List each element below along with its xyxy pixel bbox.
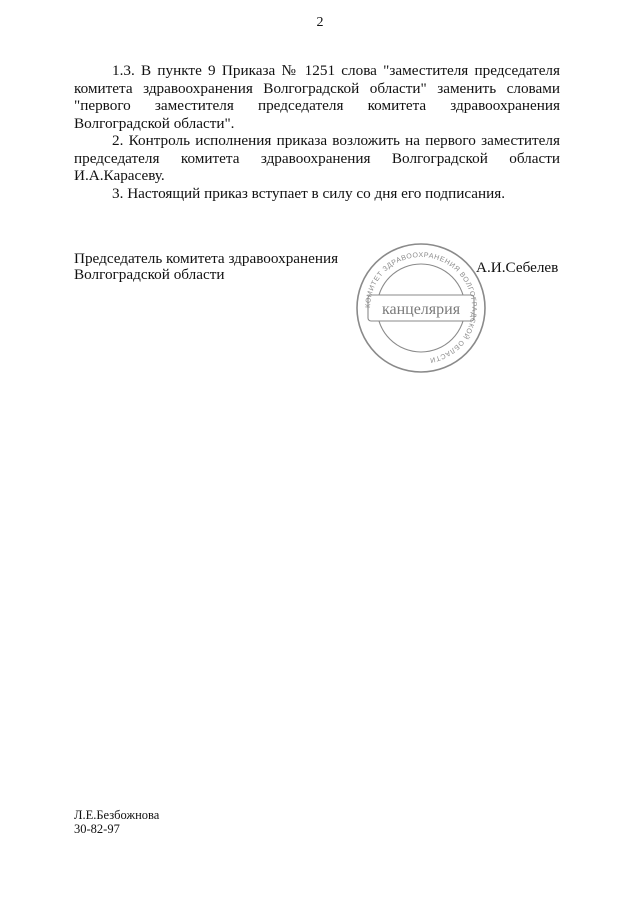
signature-title-line-1: Председатель комитета здравоохранения [74, 250, 339, 267]
page-number: 2 [316, 15, 324, 30]
footer-author: Л.Е.Безбожнова [74, 808, 160, 822]
paragraph-1-3: 1.3. В пункте 9 Приказа № 1251 слова "заместителя председателя комитета здравоохранения Волгоградской области" заменить словами "первого заместителя председателя комитета здравоохранения Волгоградской области". [74, 62, 560, 132]
stamp-ring-text: КОМИТЕТ ЗДРАВООХРАНЕНИЯ ВОЛГОГРАДСКОЙ ОБЛАСТИ [364, 251, 478, 364]
document-footer [74, 808, 159, 836]
signature-title-line-2: Волгоградской области [74, 266, 225, 283]
signer-name: А.И.Себелев [476, 259, 559, 276]
paragraph-3: 3. Настоящий приказ вступает в силу со дня его подписания. [112, 184, 506, 202]
signature-title [74, 251, 338, 283]
footer-phone: 30-82-97 [74, 822, 120, 836]
document-body [74, 62, 560, 202]
paragraph-2: 2. Контроль исполнения приказа возложить на первого заместителя председателя комитета здравоохранения Волгоградской области И.А.Карасеву. [74, 132, 560, 184]
office-stamp [354, 241, 488, 375]
stamp-center-text: канцелярия [381, 301, 461, 318]
